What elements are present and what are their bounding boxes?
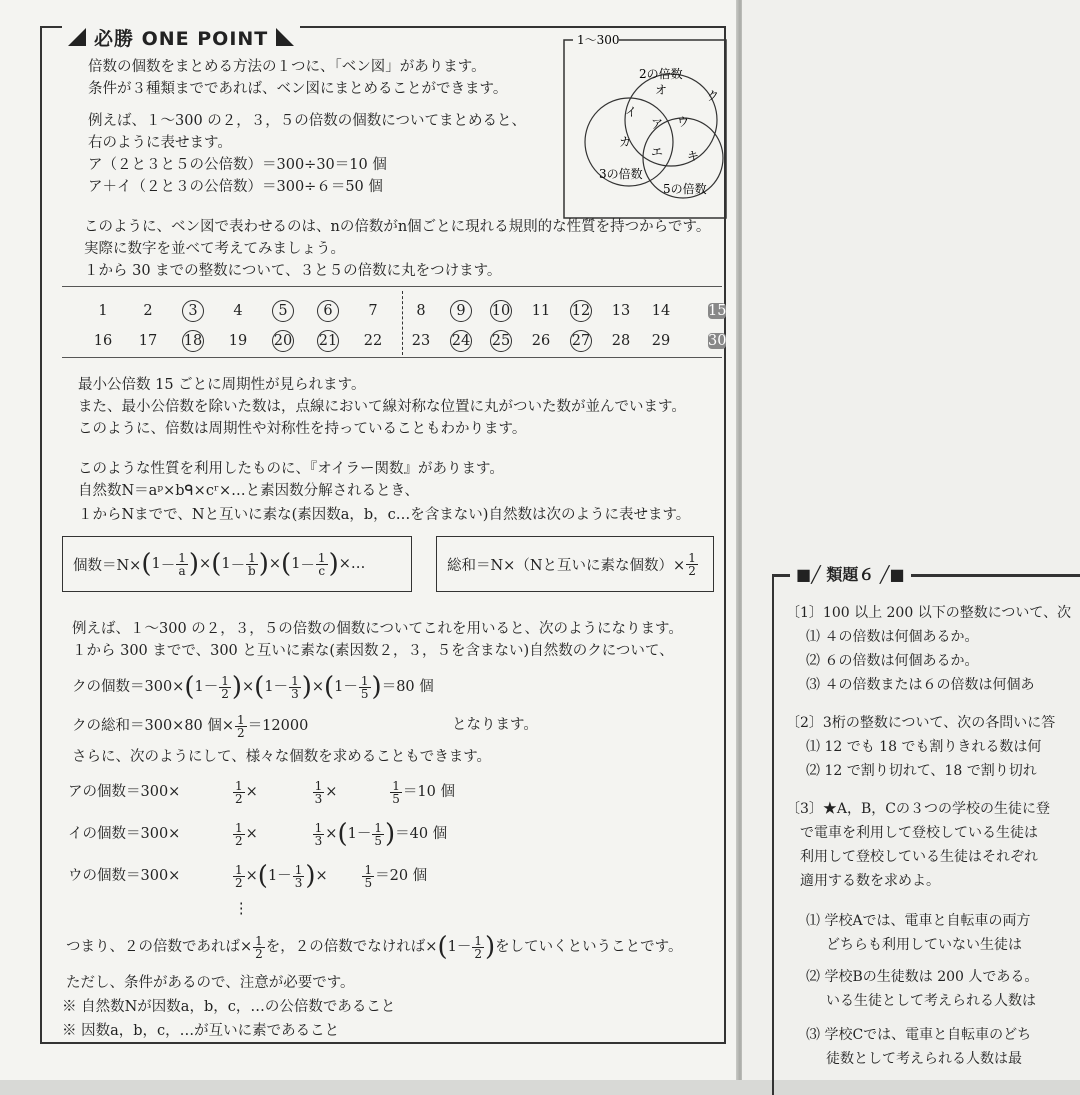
frac-half-1: $\frac{1}{2}$ xyxy=(221,673,229,701)
number-cell: 1 xyxy=(98,303,108,319)
q3-line-4: 適用する数を求めよ。 xyxy=(800,873,940,889)
ku-sum-line xyxy=(72,710,308,742)
a-count-line: アの個数＝300× $\frac{1}{2}$ × $\frac{1}{3}$ × $\frac{1}{5}$ ＝10 個 xyxy=(68,778,455,806)
ku-count-post: ＝80 個 xyxy=(381,679,434,695)
para3-line-3: このように、倍数は周期性や対称性を持っていることもわかります。 xyxy=(78,421,527,437)
f1-minus-c: － xyxy=(300,557,315,574)
f1-times-2: × xyxy=(268,556,282,572)
q1: 〔1〕100 以上 200 以下の整数について、次 xyxy=(786,605,1072,621)
formula-count-label: 個数＝N× xyxy=(73,557,142,574)
number-cell: 5 xyxy=(270,303,296,319)
ruidai-heading-text: 類題６ xyxy=(826,565,875,584)
q2-1: ⑴ 12 でも 18 でも割りきれる数は何 xyxy=(806,739,1042,755)
para2-line-2: 実際に数字を並べて考えてみましょう。 xyxy=(84,241,345,257)
venn-region-e: エ xyxy=(651,145,664,159)
venn-set-3-label: 3の倍数 xyxy=(599,167,643,181)
q3-2b: いる生徒として考えられる人数は xyxy=(826,993,1036,1009)
f1-den-b: b xyxy=(248,563,256,578)
venn-region-u: ウ xyxy=(677,115,690,129)
venn-region-o: オ xyxy=(655,83,668,97)
para3-line-1: 最小公倍数 15 ごとに周期性が見られます。 xyxy=(78,377,366,393)
frac-1-b xyxy=(246,552,258,577)
f1-num-b: 1 xyxy=(248,550,256,565)
para3-line-2: また、最小公倍数を除いた数は，点線において線対称な位置に丸がついた数が並んでいます。 xyxy=(78,399,686,415)
q3-line-2: で電車を利用して登校している生徒は xyxy=(800,825,1038,841)
para6-line-3: ※ 自然数Nが因数a，b，c，…の公倍数であること xyxy=(62,999,396,1015)
venn-set-2-label: 2の倍数 xyxy=(639,67,683,81)
p6-c: をしていくということです。 xyxy=(495,939,683,955)
number-cell: 12 xyxy=(568,303,594,319)
one-point-header xyxy=(62,24,300,50)
q1-1: ⑴ ４の倍数は何個あるか。 xyxy=(806,629,979,645)
venn-region-a: ア xyxy=(651,117,664,131)
triangle-left-icon xyxy=(68,28,86,46)
q3-3a: ⑶ 学校Cでは、電車と自転車のどち xyxy=(806,1027,1032,1043)
a-post: ＝10 個 xyxy=(402,784,455,800)
para6-line-1: つまり、２の倍数であれば× $\frac{1}{2}$ を，２の倍数でなければ× ( 1－ $\frac{1}{2}$ ) をしていくということです。 xyxy=(66,932,683,962)
para4-line-3: １からNまでで、Nと互いに素な(素因数a，b，c…を含まない)自然数は次のように表せます。 xyxy=(78,507,691,523)
frac-a-fifth: $\frac{1}{5}$ xyxy=(392,778,400,806)
f2-num: 1 xyxy=(688,550,696,565)
number-cell: 13 xyxy=(611,303,631,319)
f1-one-a: 1 xyxy=(151,556,161,572)
venn-region-ki: キ xyxy=(687,149,700,163)
frac-1-c xyxy=(316,552,328,577)
frac-half-2: $\frac{1}{2}$ xyxy=(237,712,245,740)
para4-line-1: このような性質を利用したものに、『オイラー関数』があります。 xyxy=(78,461,504,477)
para5-line-2: １から 300 までで、300 と互いに素な(素因数２，３，５を含まない)自然数のクについて、 xyxy=(72,643,674,659)
para6-line-4: ※ 因数a，b，c，…が互いに素であること xyxy=(62,1023,340,1039)
number-cell: 3 xyxy=(180,303,206,319)
q3-1b: どちらも利用していない生徒は xyxy=(826,937,1022,953)
number-cell: 24 xyxy=(448,333,474,349)
number-cell: 18 xyxy=(180,333,206,349)
number-cell: 6 xyxy=(315,303,341,319)
number-cell: 4 xyxy=(233,303,243,319)
number-cell: 28 xyxy=(611,333,631,349)
q3-3b: 徒数として考えられる人数は最 xyxy=(826,1051,1022,1067)
number-cell: 22 xyxy=(363,333,383,349)
q3-line-3: 利用して登校している生徒はそれぞれ xyxy=(800,849,1038,865)
number-cell: 25 xyxy=(488,333,514,349)
q1-3: ⑶ ４の倍数または６の倍数は何個あ xyxy=(806,677,1035,693)
number-cell: 19 xyxy=(228,333,248,349)
venn-region-ku: ク xyxy=(707,89,720,103)
ku-sum-post: ＝12000 xyxy=(247,718,309,734)
formula-sum-label: 総和＝N×（Nと互いに素な個数）× xyxy=(447,557,686,574)
p6-a: つまり、２の倍数であれば× xyxy=(66,939,253,955)
f1-times-1: × xyxy=(199,556,212,572)
venn-region-ka: カ xyxy=(619,135,632,149)
frac-i-fifth: $\frac{1}{5}$ xyxy=(374,820,382,848)
intro-line-5: ア（２と３と５の公倍数）＝300÷30＝10 個 xyxy=(88,157,387,173)
frac-i-half: $\frac{1}{2}$ xyxy=(235,820,243,848)
para5-line-1: 例えば、１～300 の２，３，５の倍数の個数についてこれを用いると、次のようになります。 xyxy=(72,621,683,637)
frac-fifth-1: $\frac{1}{5}$ xyxy=(360,673,369,701)
f2-den: 2 xyxy=(688,563,696,578)
f1-minus-b: － xyxy=(230,557,246,574)
f1-num-a: 1 xyxy=(178,550,186,565)
f1-one-c: 1 xyxy=(291,556,301,572)
ku-sum-pre: クの総和＝300×80 個× xyxy=(72,718,235,734)
frac-a-third: $\frac{1}{3}$ xyxy=(314,778,323,806)
intro-line-2: 条件が３種類までであれば、ベン図にまとめることができます。 xyxy=(88,81,508,97)
number-cell: 27 xyxy=(568,333,594,349)
number-cell: 16 xyxy=(93,333,113,349)
vertical-dots: ⋮ xyxy=(234,901,249,917)
f1-den-c: c xyxy=(318,563,326,578)
p6-b: を，２の倍数でなければ× xyxy=(265,939,438,955)
one-txt-2: 1－ xyxy=(264,679,289,695)
frac-i-third: $\frac{1}{3}$ xyxy=(314,820,323,848)
number-cell: 15 xyxy=(708,303,727,319)
ku-count-pre: クの個数＝300× xyxy=(72,679,185,695)
q1-2: ⑵ ６の倍数は何個あるか。 xyxy=(806,653,979,669)
venn-region-i: イ xyxy=(625,105,638,119)
formula-count-box: 個数＝N× ( 1 － $\frac{1}{a}$ ) × ( 1 － $\frac{1}{b}$ ) × ( 1 － $\frac{1}{c}$ ) ×… xyxy=(62,536,412,592)
number-cell: 10 xyxy=(488,303,514,319)
frac-u-half: $\frac{1}{2}$ xyxy=(235,862,243,890)
frac-p6-half: $\frac{1}{2}$ xyxy=(255,933,263,961)
ku-sum-tail: となります。 xyxy=(452,717,538,733)
formula-sum-box xyxy=(436,536,714,592)
venn-range-label: 1～300 xyxy=(577,33,620,47)
number-cell: 2 xyxy=(143,303,153,319)
number-cell: 21 xyxy=(315,333,341,349)
q3-2a: ⑵ 学校Bの生徒数は 200 人である。 xyxy=(806,969,1039,985)
frac-a-half: $\frac{1}{2}$ xyxy=(235,778,243,806)
number-cell: 9 xyxy=(448,303,474,319)
more-line: さらに、次のようにして、様々な個数を求めることもできます。 xyxy=(72,749,492,765)
para2-line-3: １から 30 までの整数について、３と５の倍数に丸をつけます。 xyxy=(84,263,502,279)
number-cell: 29 xyxy=(651,333,671,349)
f1-minus-a: － xyxy=(160,557,176,574)
q3: 〔3〕★A，B，Cの３つの学校の生徒に登 xyxy=(786,801,1051,817)
q2-2: ⑵ 12 で割り切れて、18 で割り切れ xyxy=(806,763,1037,779)
symmetry-dashed-line xyxy=(402,291,403,355)
i-post: ＝40 個 xyxy=(395,826,448,842)
a-pre: アの個数＝300× xyxy=(68,784,181,800)
ruidai-heading: ■╱ 類題６ ╱■ xyxy=(790,562,911,585)
number-cell: 30 xyxy=(708,333,727,349)
f1-den-a: a xyxy=(178,563,186,578)
q2: 〔2〕3桁の整数について、次の各問いに答 xyxy=(786,715,1056,731)
number-cell: 8 xyxy=(416,303,426,319)
q3-1a: ⑴ 学校Aでは、電車と自転車の両方 xyxy=(806,913,1031,929)
page-title: 必勝 ONE POINT xyxy=(94,27,269,50)
para4-line-2: 自然数N＝aᵖ×bᑫ×cʳ×…と素因数分解されるとき、 xyxy=(78,483,420,499)
frac-sum-half xyxy=(686,552,698,577)
venn-set-5-label: 5の倍数 xyxy=(663,182,707,196)
number-cell: 11 xyxy=(531,303,551,319)
number-cell: 14 xyxy=(651,303,671,319)
number-cell: 17 xyxy=(138,333,158,349)
f1-one-b: 1 xyxy=(221,556,231,572)
f1-tail: ×… xyxy=(338,556,366,572)
one-txt-3: 1－ xyxy=(334,679,358,695)
number-cell: 23 xyxy=(411,333,431,349)
frac-1-a xyxy=(176,552,188,577)
intro-line-4: 右のように表せます。 xyxy=(88,135,232,151)
u-pre: ウの個数＝300× xyxy=(68,868,181,884)
intro-line-3: 例えば、１～300 の２，３，５の倍数の個数についてまとめると、 xyxy=(88,113,526,129)
i-pre: イの個数＝300× xyxy=(68,826,181,842)
f1-num-c: 1 xyxy=(317,550,326,565)
u-post: ＝20 個 xyxy=(375,868,428,884)
triangle-right-icon xyxy=(276,28,294,46)
venn-diagram xyxy=(563,30,729,222)
number-grid xyxy=(62,286,727,358)
number-cell: 20 xyxy=(270,333,296,349)
ku-count-line: クの個数＝300× ( 1－ $\frac{1}{2}$ ) × ( 1－ $\frac{1}{3}$ ) × ( 1－ $\frac{1}{5}$ ) ＝80 個 xyxy=(72,672,434,702)
frac-u-third: $\frac{1}{3}$ xyxy=(294,862,303,890)
para2-line-1: このように、ベン図で表わせるのは、nの倍数がn個ごとに現れる規則的な性質を持つからです。 xyxy=(84,219,711,235)
u-count-line: ウの個数＝300× $\frac{1}{2}$ × ( 1－ $\frac{1}{3}$ ) × $\frac{1}{5}$ ＝20 個 xyxy=(68,861,428,891)
frac-u-fifth: $\frac{1}{5}$ xyxy=(364,862,373,890)
one-txt-1: 1－ xyxy=(194,679,219,695)
frac-third-1: $\frac{1}{3}$ xyxy=(291,673,299,701)
para6-line-2: ただし、条件があるので、注意が必要です。 xyxy=(66,975,355,991)
ruidai-header xyxy=(772,562,1080,588)
intro-line-1: 倍数の個数をまとめる方法の１つに、「ベン図」があります。 xyxy=(88,59,486,75)
number-cell: 7 xyxy=(368,303,378,319)
frac-p6-half-2: $\frac{1}{2}$ xyxy=(474,933,482,961)
number-cell: 26 xyxy=(531,333,551,349)
intro-line-6: ア＋イ（２と３の公倍数）＝300÷６＝50 個 xyxy=(88,179,383,195)
i-count-line: イの個数＝300× $\frac{1}{2}$ × $\frac{1}{3}$ × ( 1－ $\frac{1}{5}$ ) ＝40 個 xyxy=(68,819,448,849)
